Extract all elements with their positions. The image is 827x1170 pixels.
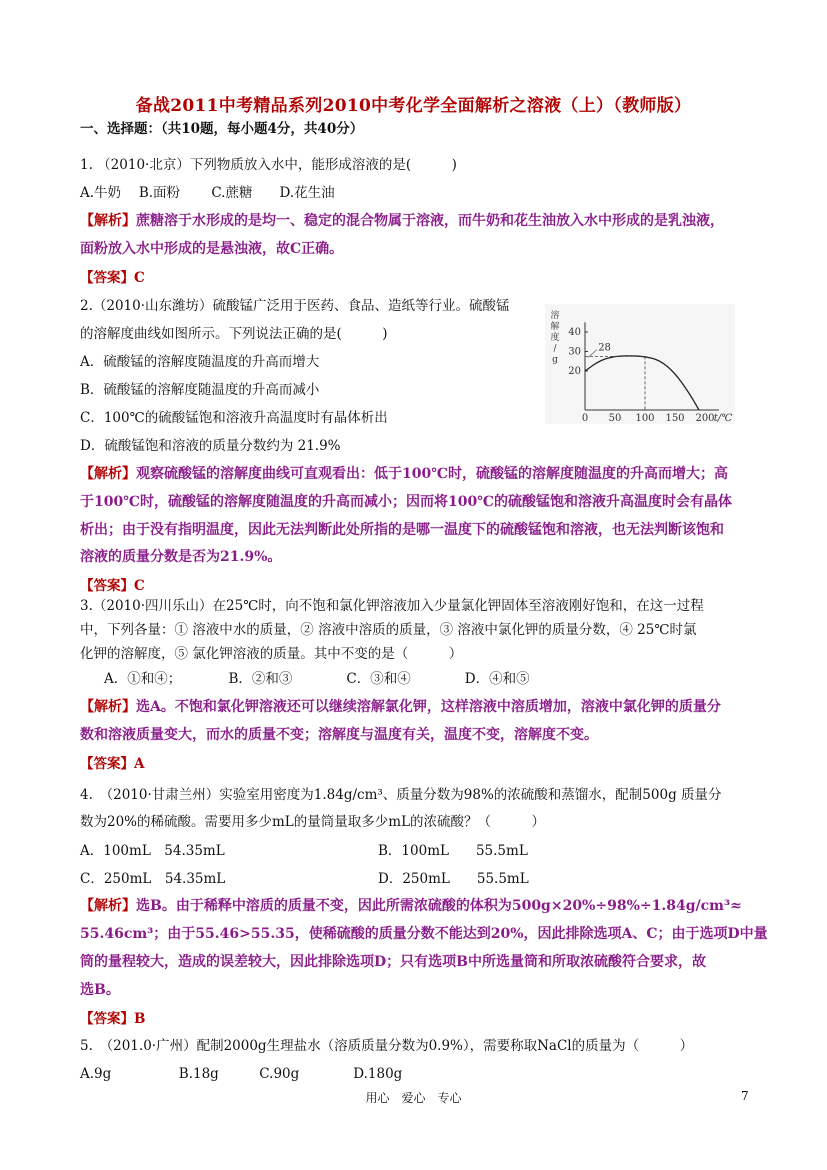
y-tick-label: 30 bbox=[568, 346, 581, 358]
q2-answer bbox=[80, 576, 145, 596]
q3-analysis-line-1 bbox=[80, 697, 721, 717]
answer-value: A bbox=[134, 756, 145, 772]
q1-options: A.牛奶 B.面粉 C.蔗糖 D.花生油 bbox=[80, 185, 335, 201]
analysis-text: 选B。由于稀释中溶质的质量不变，因此所需浓硫酸的体积为500g×20%÷98%÷1.84g/cm³≈ bbox=[136, 898, 742, 914]
q5-options: A.9g B.18g C.90g D.180g bbox=[80, 1066, 403, 1082]
answer-value: C bbox=[134, 270, 145, 286]
q4-analysis-line-1 bbox=[80, 896, 742, 916]
q3-analysis-line-2: 数和溶液质量变大，而水的质量不变；溶解度与温度有关，温度不变，溶解度不变。 bbox=[80, 727, 598, 743]
q4-stem-line-1: 4. （2010·甘肃兰州）实验室用密度为1.84g/cm³、质量分数为98%的浓硫酸和蒸馏水，配制500g 质量分 bbox=[80, 787, 722, 803]
solubility-curve-chart bbox=[545, 304, 735, 424]
q1-analysis-line-1 bbox=[80, 211, 724, 231]
q2-option-b: B．硫酸锰的溶解度随温度的升高而减小 bbox=[80, 382, 320, 398]
chart-background bbox=[545, 304, 735, 424]
analysis-text: 蔗糖溶于水形成的是均一、稳定的混合物属于溶液，而牛奶和花生油放入水中形成的是乳浊液， bbox=[136, 213, 724, 229]
page-number: 7 bbox=[741, 1089, 749, 1103]
x-tick-label: 200 bbox=[695, 413, 715, 424]
y-tick-label: 20 bbox=[568, 366, 581, 377]
annotation-label: 28 bbox=[598, 342, 611, 354]
y-axis-label-char: / bbox=[553, 344, 557, 354]
section-heading: 一、选择题：（共10题，每小题4分，共40分） bbox=[80, 121, 364, 137]
q4-analysis-line-3: 筒的量程较大，造成的误差较大，因此排除选项D；只有选项B中所选量筒和所取浓硫酸符合要求，故 bbox=[80, 954, 706, 970]
analysis-tag: 【解析】 bbox=[80, 213, 136, 229]
q5-stem: 5. （201.0·广州）配制2000g生理盐水（溶质质量分数为0.9%），需要称取NaCl的质量为（ ） bbox=[80, 1038, 694, 1054]
q2-analysis-line-2: 于100℃时，硫酸锰的溶解度随温度的升高而减小；因而将100℃的硫酸锰饱和溶液升高温度时会有晶体 bbox=[80, 494, 732, 510]
q4-option-c: C．250mL 54.35mL bbox=[80, 871, 226, 887]
q4-stem-line-2: 数为20%的稀硫酸。需要用多少mL的量筒量取多少mL的浓硫酸？（ ） bbox=[80, 814, 546, 830]
analysis-tag: 【解析】 bbox=[80, 466, 136, 482]
y-axis-label-char: g bbox=[552, 355, 558, 365]
x-tick-label: 50 bbox=[608, 413, 622, 424]
q4-option-b: B．100mL 55.5mL bbox=[378, 843, 528, 859]
q2-stem-line-1: 2.（2010·山东潍坊）硫酸锰广泛用于医药、食品、造纸等行业。硫酸锰 bbox=[80, 298, 510, 314]
y-axis-label-char: 度 bbox=[550, 333, 560, 343]
q3-stem-line-3: 化钾的溶解度，⑤ 氯化钾溶液的质量。其中不变的是（ ） bbox=[80, 646, 463, 662]
answer-tag: 【答案】 bbox=[80, 1011, 134, 1027]
answer-tag: 【答案】 bbox=[80, 756, 134, 772]
answer-tag: 【答案】 bbox=[80, 578, 134, 594]
q2-analysis-line-3: 析出；由于没有指明温度，因此无法判断此处所指的是哪一温度下的硫酸锰饱和溶液，也无法判断该饱和 bbox=[80, 522, 724, 538]
y-axis-label-char: 溶 bbox=[550, 311, 560, 321]
q2-stem-line-2: 的溶解度曲线如图所示。下列说法正确的是( ) bbox=[80, 326, 388, 342]
q4-answer bbox=[80, 1009, 145, 1029]
q1-answer bbox=[80, 268, 145, 288]
x-tick-label: 100 bbox=[635, 413, 655, 424]
q3-answer bbox=[80, 754, 144, 774]
q3-stem-line-2: 中，下列各量：① 溶液中水的质量，② 溶液中溶质的质量，③ 溶液中氯化钾的质量分数，④ 25℃时氯 bbox=[80, 622, 697, 638]
q3-options: A．①和④； B．②和③ C．③和④ D．④和⑤ bbox=[104, 671, 530, 687]
q2-option-d: D．硫酸锰饱和溶液的质量分数约为 21.9% bbox=[80, 438, 341, 454]
analysis-text: 观察硫酸锰的溶解度曲线可直观看出：低于100℃时，硫酸锰的溶解度随温度的升高而增大；高 bbox=[136, 466, 728, 482]
q4-analysis-line-2: 55.46cm³；由于55.46>55.35，使稀硫酸的质量分数不能达到20%，因此排除选项A、C；由于选项D中量 bbox=[80, 926, 768, 942]
answer-tag: 【答案】 bbox=[80, 270, 134, 286]
q1-stem: 1. （2010·北京）下列物质放入水中，能形成溶液的是( ) bbox=[80, 157, 457, 173]
q2-option-c: C．100℃的硫酸锰饱和溶液升高温度时有晶体析出 bbox=[80, 410, 388, 426]
page-footer: 用心 爱心 专心 bbox=[365, 1091, 462, 1105]
x-axis-label: t/℃ bbox=[713, 413, 733, 424]
y-tick-label: 40 bbox=[568, 327, 581, 338]
x-tick-label: 150 bbox=[665, 413, 685, 424]
q2-option-a: A．硫酸锰的溶解度随温度的升高而增大 bbox=[80, 354, 320, 370]
q1-analysis-line-2: 面粉放入水中形成的是悬浊液，故C正确。 bbox=[80, 241, 344, 257]
x-tick-label: 0 bbox=[581, 413, 589, 424]
analysis-text: 选A。不饱和氯化钾溶液还可以继续溶解氯化钾，这样溶液中溶质增加，溶液中氯化钾的质量分 bbox=[136, 699, 721, 715]
q4-option-a: A．100mL 54.35mL bbox=[80, 843, 225, 859]
y-axis-label-char: 解 bbox=[550, 322, 560, 332]
q3-stem-line-1: 3.（2010·四川乐山）在25℃时，向不饱和氯化钾溶液加入少量氯化钾固体至溶液刚好饱和，在这一过程 bbox=[80, 598, 704, 614]
q2-analysis-line-4: 溶液的质量分数是否为21.9%。 bbox=[80, 549, 282, 565]
q4-option-d: D．250mL 55.5mL bbox=[378, 871, 529, 887]
analysis-tag: 【解析】 bbox=[80, 898, 136, 914]
answer-value: C bbox=[134, 578, 145, 594]
analysis-tag: 【解析】 bbox=[80, 699, 136, 715]
answer-value: B bbox=[134, 1011, 146, 1027]
document-title: 备战2011中考精品系列2010中考化学全面解析之溶液（上）（教师版） bbox=[135, 96, 692, 116]
q2-analysis-line-1 bbox=[80, 464, 728, 484]
q4-analysis-line-4: 选B。 bbox=[80, 982, 120, 998]
